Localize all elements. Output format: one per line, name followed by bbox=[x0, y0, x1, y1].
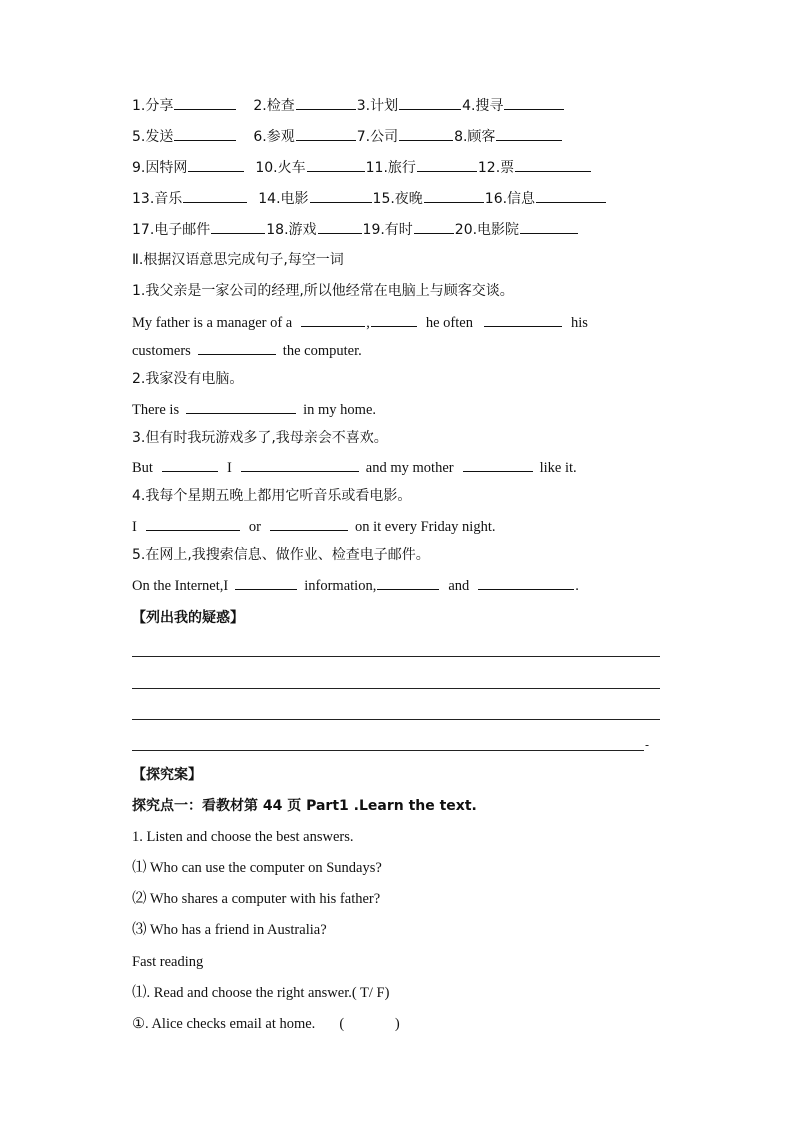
explore-heading: 【探究案】 bbox=[132, 767, 202, 783]
q5-chinese: 5.在网上,我搜索信息、做作业、检查电子邮件。 bbox=[132, 547, 430, 563]
answer-blank[interactable] bbox=[504, 96, 564, 110]
vocab-item: 19.有时 bbox=[362, 222, 413, 238]
text: like it. bbox=[539, 460, 577, 476]
answer-blank[interactable] bbox=[424, 189, 484, 203]
writing-line[interactable] bbox=[132, 750, 644, 751]
listening-question-1: ⑴ Who can use the computer on Sundays? bbox=[132, 860, 382, 876]
answer-blank[interactable] bbox=[307, 158, 365, 172]
q5-english bbox=[132, 576, 579, 595]
vocab-row-2 bbox=[132, 127, 563, 146]
vocab-item: 20.电影院 bbox=[454, 222, 520, 238]
answer-blank[interactable] bbox=[241, 458, 359, 472]
vocab-item: 4.搜寻 bbox=[462, 98, 504, 114]
q2-chinese: 2.我家没有电脑。 bbox=[132, 371, 244, 387]
text: There is bbox=[132, 402, 180, 418]
vocab-item: 1.分享 bbox=[132, 98, 174, 114]
vocab-item: 17.电子邮件 bbox=[132, 222, 211, 238]
text: the computer. bbox=[282, 343, 362, 359]
answer-blank[interactable] bbox=[463, 458, 533, 472]
text: or bbox=[248, 519, 261, 535]
answer-blank[interactable] bbox=[188, 158, 244, 172]
answer-parentheses[interactable]: ( ) bbox=[339, 1016, 400, 1032]
q4-english bbox=[132, 517, 495, 536]
q1-english-line2 bbox=[132, 341, 362, 360]
text: My father is a manager of a bbox=[132, 315, 293, 331]
trailing-mark: - bbox=[645, 738, 650, 752]
answer-blank[interactable] bbox=[270, 517, 348, 531]
answer-blank[interactable] bbox=[399, 96, 461, 110]
text: on it every Friday night. bbox=[354, 519, 496, 535]
vocab-item: 15.夜晚 bbox=[372, 191, 423, 207]
answer-blank[interactable] bbox=[174, 96, 236, 110]
vocab-item: 5.发送 bbox=[132, 129, 174, 145]
writing-line[interactable] bbox=[132, 688, 660, 689]
answer-blank[interactable] bbox=[417, 158, 477, 172]
answer-blank[interactable] bbox=[235, 576, 297, 590]
q2-english bbox=[132, 400, 376, 419]
vocab-row-4 bbox=[132, 189, 607, 208]
answer-blank[interactable] bbox=[515, 158, 591, 172]
vocab-item: 13.音乐 bbox=[132, 191, 183, 207]
answer-blank[interactable] bbox=[496, 127, 562, 141]
answer-blank[interactable] bbox=[399, 127, 453, 141]
fast-reading-task: ⑴. Read and choose the right answer.( T/ F) bbox=[132, 985, 390, 1001]
answer-blank[interactable] bbox=[520, 220, 578, 234]
answer-blank[interactable] bbox=[198, 341, 276, 355]
text: information, bbox=[304, 578, 377, 594]
text: his bbox=[570, 315, 588, 331]
listening-question-3: ⑶ Who has a friend in Australia? bbox=[132, 922, 327, 938]
answer-blank[interactable] bbox=[310, 189, 372, 203]
q1-english-line1 bbox=[132, 313, 588, 332]
vocab-item: 14.电影 bbox=[258, 191, 309, 207]
listening-question-2: ⑵ Who shares a computer with his father? bbox=[132, 891, 381, 907]
answer-blank[interactable] bbox=[296, 96, 356, 110]
answer-blank[interactable] bbox=[211, 220, 265, 234]
vocab-item: 6.参观 bbox=[253, 129, 295, 145]
text: and bbox=[448, 578, 470, 594]
vocab-item: 9.因特网 bbox=[132, 160, 188, 176]
text: he often bbox=[425, 315, 473, 331]
answer-blank[interactable] bbox=[484, 313, 562, 327]
q4-chinese: 4.我每个星期五晚上都用它听音乐或看电影。 bbox=[132, 488, 412, 504]
answer-blank[interactable] bbox=[186, 400, 296, 414]
q1-chinese: 1.我父亲是一家公司的经理,所以他经常在电脑上与顾客交谈。 bbox=[132, 283, 514, 299]
vocab-item: 7.公司 bbox=[356, 129, 399, 145]
vocab-item: 10.火车 bbox=[255, 160, 306, 176]
vocab-item: 12.票 bbox=[477, 160, 515, 176]
answer-blank[interactable] bbox=[162, 458, 218, 472]
answer-blank[interactable] bbox=[414, 220, 454, 234]
listening-task: 1. Listen and choose the best answers. bbox=[132, 829, 354, 845]
answer-blank[interactable] bbox=[146, 517, 240, 531]
answer-blank[interactable] bbox=[318, 220, 362, 234]
answer-blank[interactable] bbox=[301, 313, 365, 327]
fast-reading-label: Fast reading bbox=[132, 954, 204, 970]
vocab-row-5 bbox=[132, 220, 579, 239]
explore-point-1: 探究点一：看教材第 44 页 Part1 .Learn the text. bbox=[132, 798, 477, 814]
q3-english bbox=[132, 458, 577, 477]
answer-blank[interactable] bbox=[296, 127, 356, 141]
vocab-row-3 bbox=[132, 158, 592, 177]
text: On the Internet,I bbox=[132, 578, 229, 594]
q3-chinese: 3.但有时我玩游戏多了,我母亲会不喜欢。 bbox=[132, 430, 388, 446]
text: in my home. bbox=[303, 402, 377, 418]
answer-blank[interactable] bbox=[183, 189, 247, 203]
vocab-item: 16.信息 bbox=[484, 191, 536, 207]
answer-blank[interactable] bbox=[377, 576, 439, 590]
writing-line[interactable] bbox=[132, 656, 660, 657]
vocab-item: 11.旅行 bbox=[365, 160, 416, 176]
writing-line[interactable] bbox=[132, 719, 660, 720]
text: , bbox=[366, 315, 370, 331]
section-2-heading: Ⅱ.根据汉语意思完成句子,每空一词 bbox=[132, 252, 344, 268]
text: ①. Alice checks email at home. bbox=[132, 1016, 316, 1032]
text: I bbox=[132, 519, 137, 535]
vocab-item: 3.计划 bbox=[356, 98, 399, 114]
text: and my mother bbox=[365, 460, 454, 476]
vocab-item: 18.游戏 bbox=[266, 222, 317, 238]
answer-blank[interactable] bbox=[536, 189, 606, 203]
text: . bbox=[575, 578, 579, 594]
vocab-row-1 bbox=[132, 96, 565, 115]
text: customers bbox=[132, 343, 191, 359]
answer-blank[interactable] bbox=[478, 576, 574, 590]
text: I bbox=[226, 460, 232, 476]
vocab-item: 8.顾客 bbox=[454, 129, 496, 145]
vocab-item: 2.检查 bbox=[253, 98, 295, 114]
true-false-item-1 bbox=[132, 1015, 400, 1033]
answer-blank[interactable] bbox=[371, 313, 417, 327]
text: But bbox=[132, 460, 153, 476]
doubts-heading: 【列出我的疑惑】 bbox=[132, 610, 244, 626]
answer-blank[interactable] bbox=[174, 127, 236, 141]
